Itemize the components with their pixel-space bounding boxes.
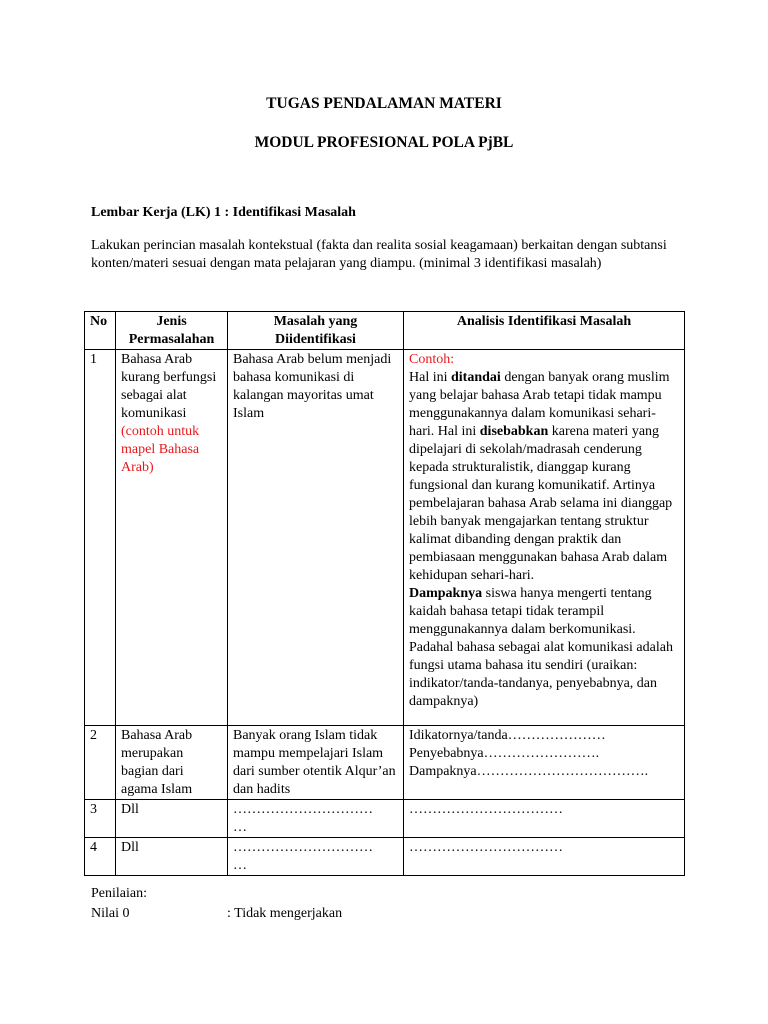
- cell-jenis: Bahasa Arab merupakan bagian dari agama Islam: [116, 726, 228, 800]
- table-header-row: [85, 312, 685, 350]
- document-subtitle: MODUL PROFESIONAL POLA PjBL: [254, 134, 514, 151]
- jenis-text: Bahasa Arab kurang berfungsi sebagai alat komunikasi: [121, 352, 217, 421]
- analisis-penyebab-line: Penyebabnya…………………….: [409, 746, 600, 761]
- table-row: [85, 800, 685, 838]
- nilai-score-description: : Tidak mengerjakan: [227, 906, 343, 921]
- example-label: Contoh:: [409, 352, 455, 367]
- row-number: 3: [85, 800, 116, 838]
- cell-analisis: ……………………………: [404, 838, 685, 876]
- row-number: 2: [85, 726, 116, 800]
- cell-analisis: [404, 726, 685, 800]
- cell-masalah: [228, 800, 404, 838]
- masalah-dotted-line-end: …: [233, 858, 247, 873]
- cell-masalah: Banyak orang Islam tidak mampu mempelajari Islam dari sumber otentik Alqur’an dan hadits: [228, 726, 404, 800]
- row-number: 1: [85, 350, 116, 726]
- instruction-paragraph: Lakukan perincian masalah kontekstual (fakta dan realita sosial keagamaan) berkaitan dengan subtansi konten/materi sesuai dengan mata pelajaran yang diampu. (minimal 3 identifikasi masalah): [91, 238, 667, 271]
- worksheet-heading: Lembar Kerja (LK) 1 : Identifikasi Masalah: [91, 205, 356, 220]
- row-number: 4: [85, 838, 116, 876]
- cell-jenis: Dll: [116, 838, 228, 876]
- cell-analisis: ……………………………: [404, 800, 685, 838]
- analisis-text-4: siswa hanya mengerti tentang kaidah bahasa tetapi tidak terampil menggunakannya dalam berkomunikasi. Padahal bahasa sebagai alat komunikasi adalah fungsi utama bahasa itu sendiri (uraikan: indikator/tanda-tandanya, penyebabnya, dan dampaknya): [409, 586, 673, 709]
- header-jenis-permasalahan: Jenis Permasalahan: [116, 312, 228, 350]
- cell-jenis: Dll: [116, 800, 228, 838]
- analisis-indikator-line: Idikatornya/tanda…………………: [409, 728, 606, 743]
- table-row: [85, 350, 685, 726]
- document-title: TUGAS PENDALAMAN MATERI: [266, 95, 502, 112]
- table-row: [85, 838, 685, 876]
- masalah-dotted-line-end: …: [233, 820, 247, 835]
- analisis-text-1: Hal ini: [409, 370, 451, 385]
- analisis-keyword-dampaknya: Dampaknya: [409, 586, 483, 601]
- masalah-dotted-line: …………………………: [233, 802, 373, 817]
- problem-identification-table: [84, 311, 685, 876]
- analisis-keyword-disebabkan: disebabkan: [479, 424, 549, 439]
- table-row: [85, 726, 685, 800]
- cell-analisis: [404, 350, 685, 726]
- header-masalah-diidentifikasi: Masalah yang Diidentifikasi: [228, 312, 404, 350]
- penilaian-label: Penilaian:: [91, 886, 147, 901]
- analisis-dampak-line: Dampaknya……………………………….: [409, 764, 649, 779]
- cell-masalah: [228, 838, 404, 876]
- cell-masalah: Bahasa Arab belum menjadi bahasa komunikasi di kalangan mayoritas umat Islam: [228, 350, 404, 726]
- analisis-text-3: karena materi yang dipelajari di sekolah/madrasah cenderung kepada strukturalistik, dianggap kurang fungsional dan kurang komunikatif. Artinya pembelajaran bahasa Arab selama ini dianggap lebih banyak mengajarkan tentang struktur kalimat dibanding dengan praktik dan pembiasaan menggunakan bahasa Arab dalam kehidupan sehari-hari.: [409, 424, 673, 583]
- analisis-text-2: dengan banyak orang muslim yang belajar bahasa Arab tetapi tidak mampu menggunakannya dalam komunikasi sehari-hari. Hal ini: [409, 370, 670, 439]
- analisis-keyword-ditandai: ditandai: [451, 370, 501, 385]
- masalah-dotted-line: …………………………: [233, 840, 373, 855]
- cell-jenis: [116, 350, 228, 726]
- nilai-score-label: Nilai 0: [91, 906, 130, 921]
- jenis-example-note: (contoh untuk mapel Bahasa Arab): [121, 424, 200, 475]
- header-no: No: [85, 312, 116, 350]
- header-analisis: Analisis Identifikasi Masalah: [404, 312, 685, 350]
